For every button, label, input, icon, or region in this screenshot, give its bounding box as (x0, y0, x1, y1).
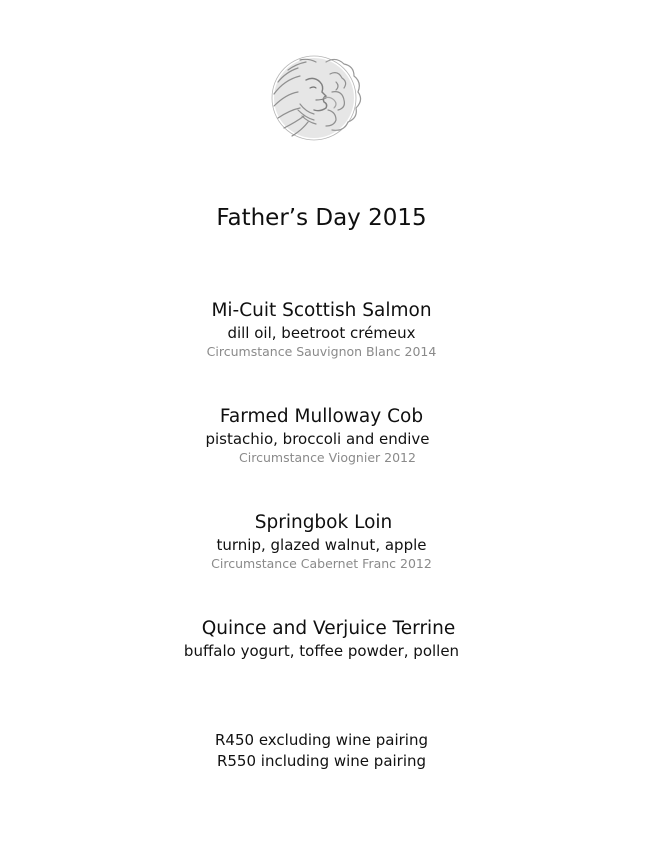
dish-name: Quince and Verjuice Terrine (201, 618, 456, 639)
dish-name: Springbok Loin (254, 512, 393, 533)
dish-name: Farmed Mulloway Cob (219, 406, 424, 427)
dish-garnish: pistachio, broccoli and endive (205, 430, 430, 448)
wine-pairing: Circumstance Sauvignon Blanc 2014 (206, 344, 437, 359)
wine-pairing: Circumstance Viognier 2012 (239, 450, 416, 465)
pricing (0, 730, 643, 772)
price-without-wine: R450 excluding wine pairing (215, 731, 428, 749)
page-title: Father’s Day 2015 (216, 205, 427, 231)
dish-garnish: turnip, glazed walnut, apple (216, 536, 427, 554)
course-1 (0, 299, 643, 361)
course-4 (0, 617, 643, 661)
dish-garnish: dill oil, beetroot crémeux (227, 324, 416, 342)
wine-pairing: Circumstance Cabernet Franc 2012 (211, 556, 432, 571)
wind-god-face-icon (266, 52, 364, 144)
dish-garnish: buffalo yogurt, toffee powder, pollen (183, 642, 460, 660)
price-with-wine: R550 including wine pairing (216, 752, 427, 770)
course-3 (0, 511, 643, 573)
course-2 (0, 405, 643, 467)
dish-name: Mi-Cuit Scottish Salmon (211, 300, 432, 321)
